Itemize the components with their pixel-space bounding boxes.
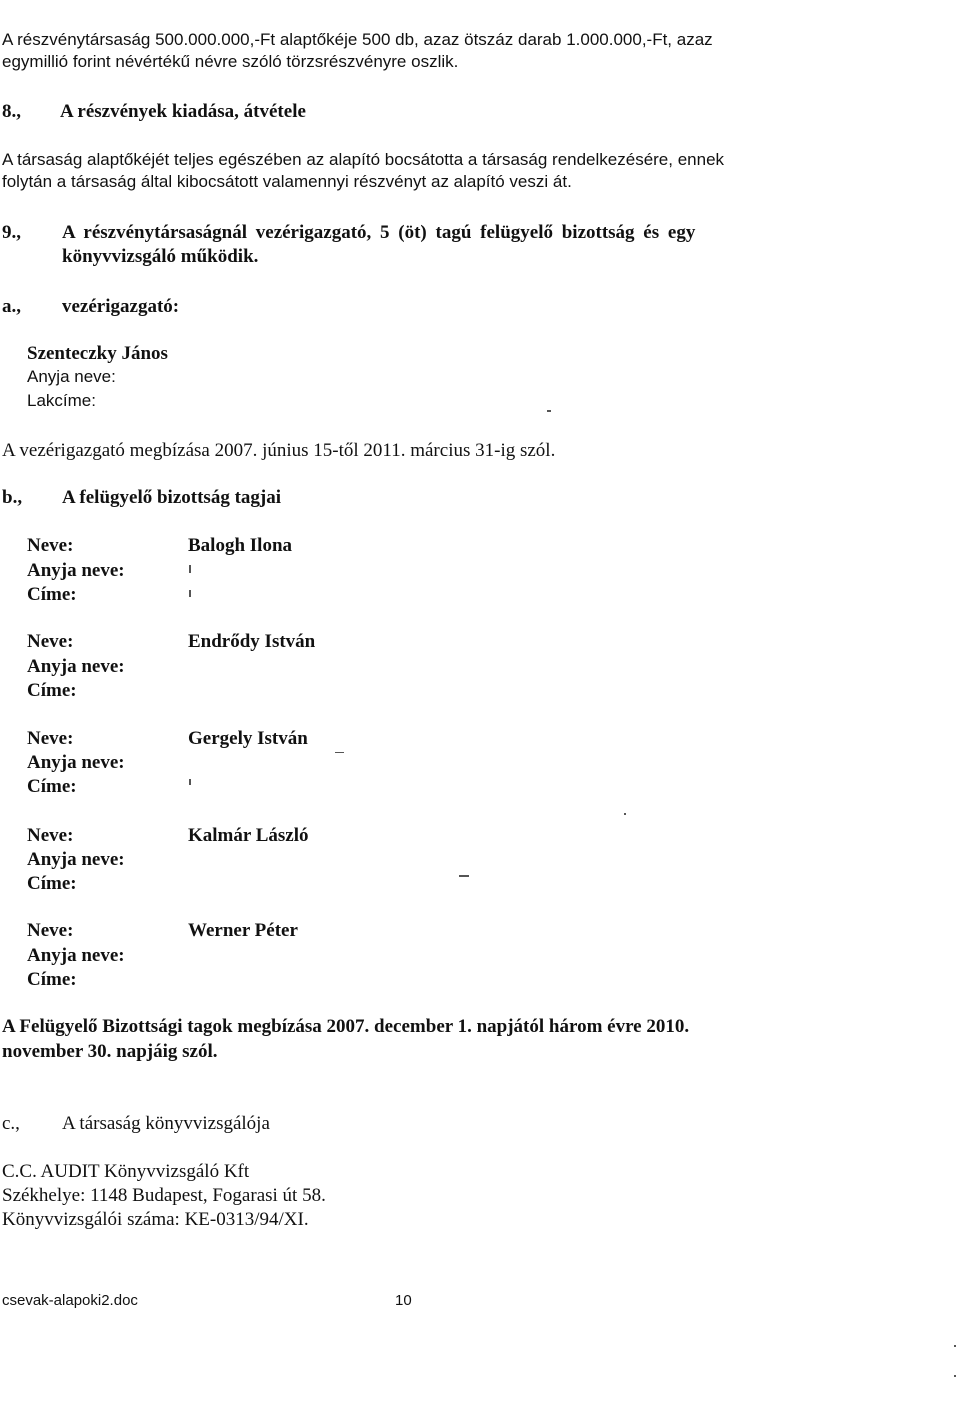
section-8-body-line-1: A társaság alaptőkéjét teljes egészében az alapító bocsátotta a társaság rendelkezésére, ennek (2, 150, 725, 169)
footer-filename: csevak-alapoki2.doc (2, 1292, 138, 1309)
scan-speck (547, 410, 551, 412)
auditor-registration: Könyvvizsgálói száma: KE-0313/94/XI. (2, 1209, 309, 1230)
intro-line-2: egymillió forint névértékű névre szóló törzsrészvényre oszlik. (2, 52, 459, 71)
member-name: Gergely István (188, 728, 308, 749)
scan-speck (954, 1345, 956, 1347)
member-name-label: Neve: (27, 728, 74, 749)
member-address-label: Címe: (27, 873, 77, 894)
auditor-company: C.C. AUDIT Könyvvizsgáló Kft (2, 1161, 250, 1182)
member-name-label: Neve: (27, 920, 74, 941)
scan-speck (459, 875, 469, 877)
scan-speck (335, 752, 344, 753)
ceo-address-label: Lakcíme: (27, 391, 96, 410)
ceo-mandate: A vezérigazgató megbízása 2007. június 15-től 2011. március 31-ig szól. (2, 440, 556, 461)
scan-speck (954, 1375, 956, 1377)
sub-a-label: a., (2, 296, 21, 317)
member-mother-label: Anyja neve: (27, 945, 125, 966)
scan-speck (189, 565, 191, 573)
member-name-label: Neve: (27, 825, 74, 846)
sub-a-title: vezérigazgató: (62, 296, 180, 317)
section-8-number: 8., (2, 101, 21, 122)
member-mother-label: Anyja neve: (27, 849, 125, 870)
section-9-number: 9., (2, 222, 21, 243)
section-9-title-line-2: könyvvizsgáló működik. (62, 246, 259, 267)
member-name-label: Neve: (27, 631, 74, 652)
member-name: Werner Péter (188, 920, 298, 941)
section-8-title: A részvények kiadása, átvétele (60, 101, 306, 122)
member-mother-label: Anyja neve: (27, 656, 125, 677)
member-name-label: Neve: (27, 535, 74, 556)
member-name: Endrődy István (188, 631, 316, 652)
ceo-mother-label: Anyja neve: (27, 367, 116, 386)
scan-speck (624, 813, 626, 815)
board-mandate-line-1: A Felügyelő Bizottsági tagok megbízása 2007. december 1. napjától három évre 2010. (2, 1016, 690, 1037)
scan-speck (189, 779, 191, 785)
member-address-label: Címe: (27, 584, 77, 605)
section-9-title-line-1: A részvénytársaságnál vezérigazgató, 5 (öt) tagú felügyelő bizottság és egy (62, 222, 696, 243)
sub-c-label: c., (2, 1113, 20, 1134)
member-mother-label: Anyja neve: (27, 560, 125, 581)
member-name: Kalmár László (188, 825, 309, 846)
scan-speck (189, 590, 191, 597)
board-mandate-line-2: november 30. napjáig szól. (2, 1041, 218, 1062)
member-address-label: Címe: (27, 969, 77, 990)
member-address-label: Címe: (27, 776, 77, 797)
auditor-seat: Székhelye: 1148 Budapest, Fogarasi út 58. (2, 1185, 326, 1206)
sub-b-label: b., (2, 487, 23, 508)
sub-c-title: A társaság könyvvizsgálója (62, 1113, 270, 1134)
section-8-body-line-2: folytán a társaság által kibocsátott valamennyi részvényt az alapító veszi át. (2, 172, 572, 191)
intro-line-1: A részvénytársaság 500.000.000,-Ft alaptőkéje 500 db, azaz ötszáz darab 1.000.000,-Ft, azaz (2, 30, 713, 49)
member-mother-label: Anyja neve: (27, 752, 125, 773)
footer-page-number: 10 (395, 1292, 412, 1309)
sub-b-title: A felügyelő bizottság tagjai (62, 487, 282, 508)
member-name: Balogh Ilona (188, 535, 293, 556)
member-address-label: Címe: (27, 680, 77, 701)
ceo-name: Szenteczky János (27, 343, 168, 364)
